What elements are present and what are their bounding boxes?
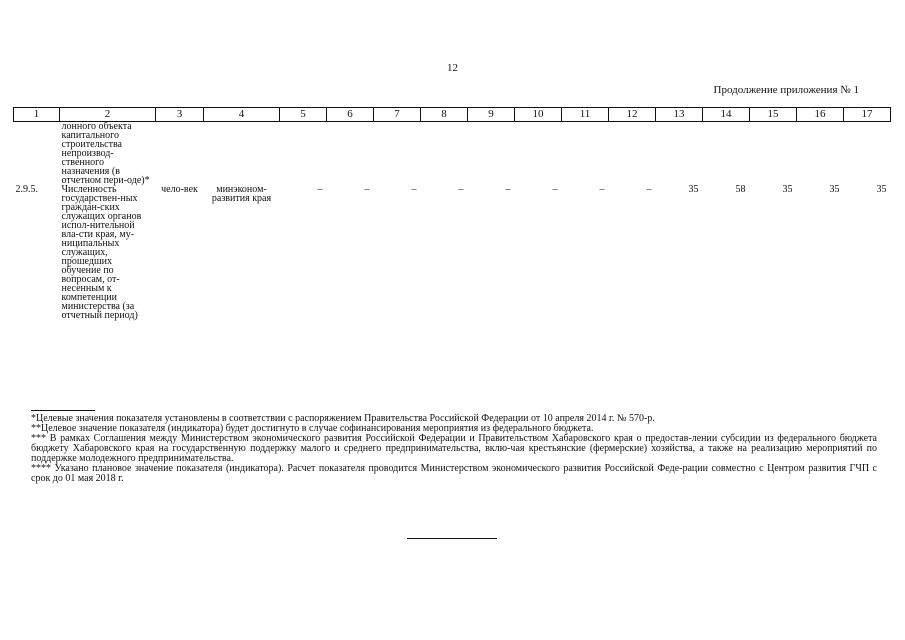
page-number: 12: [447, 62, 458, 74]
value-cell: –: [458, 184, 464, 195]
table-header-row: [14, 108, 891, 122]
column-number-header: 11: [562, 108, 609, 122]
value-cell: –: [599, 184, 605, 195]
table-row: [14, 185, 891, 320]
row-number-cell: 2.9.5.: [15, 184, 38, 195]
column-number-header: 12: [609, 108, 656, 122]
column-number-header: 2: [60, 108, 156, 122]
value-cell: –: [552, 184, 558, 195]
value-cell: –: [411, 184, 417, 195]
column-number-header: 16: [797, 108, 844, 122]
column-number-header: 3: [156, 108, 204, 122]
unit-cell: чело-век: [161, 184, 198, 195]
column-number-header: 1: [14, 108, 60, 122]
footnote: **Целевое значение показателя (индикатора) будет достигнуто в случае софинансирования мероприятия из федерального бюджета.: [31, 423, 594, 434]
value-cell: [797, 122, 844, 186]
responsible-cell: [204, 122, 280, 186]
column-number-header: 13: [656, 108, 703, 122]
value-cell: [468, 122, 515, 186]
value-cell: [421, 122, 468, 186]
indicators-table: [13, 107, 891, 320]
value-cell: 35: [829, 184, 840, 195]
value-cell: [750, 122, 797, 186]
column-number-header: 17: [844, 108, 891, 122]
footnote: *Целевые значения показателя установлены в соответствии с распоряжением Правительства Российской Федерации от 10 апреля 2014 г. № 570-р.: [31, 413, 655, 424]
column-number-header: 14: [703, 108, 750, 122]
column-number-header: 10: [515, 108, 562, 122]
table-row: [14, 122, 891, 186]
value-cell: –: [364, 184, 370, 195]
indicator-name-cell: Численность государствен-ных граждан-ских служащих органов испол-нительной вла-сти края, му-ниципальных служащих, прошедших обучение по вопросам, от-несенным к компетенции министерства (за отчетный период): [61, 184, 142, 321]
value-cell: [515, 122, 562, 186]
value-cell: 58: [735, 184, 746, 195]
value-cell: 35: [876, 184, 887, 195]
end-separator: [407, 538, 497, 539]
column-number-header: 15: [750, 108, 797, 122]
column-number-header: 8: [421, 108, 468, 122]
value-cell: –: [646, 184, 652, 195]
value-cell: [374, 122, 421, 186]
indicator-name-cell: лонного объекта капитального строительства непроизвод-ственного назначения (в отчетном пери-оде)*: [61, 121, 150, 186]
continuation-title: Продолжение приложения № 1: [713, 84, 859, 96]
value-cell: [609, 122, 656, 186]
value-cell: 35: [782, 184, 793, 195]
column-number-header: 9: [468, 108, 515, 122]
unit-cell: [156, 122, 204, 186]
value-cell: [844, 122, 891, 186]
value-cell: –: [505, 184, 511, 195]
column-number-header: 7: [374, 108, 421, 122]
value-cell: [280, 122, 327, 186]
footnote: **** Указано плановое значение показателя (индикатора). Расчет показателя проводится Министерством экономического развития Российской Феде-рации совместно с Центром развития ГЧП с срок до 01 мая 2018 г.: [31, 463, 877, 484]
value-cell: –: [317, 184, 323, 195]
value-cell: [562, 122, 609, 186]
value-cell: [327, 122, 374, 186]
row-number-cell: [14, 122, 60, 186]
value-cell: 35: [688, 184, 699, 195]
value-cell: [656, 122, 703, 186]
footnotes: [31, 410, 877, 484]
column-number-header: 6: [327, 108, 374, 122]
responsible-cell: минэконом-развития края: [211, 184, 272, 204]
footnote-separator: [31, 410, 95, 411]
column-number-header: 4: [204, 108, 280, 122]
footnote: *** В рамках Соглашения между Министерством экономического развития Российской Федерации и Правительством Хабаровского края о предостав-лении субсидии из федерального бюджета бюджету Хабаровского края на государственную поддержку малого и среднего предпринимательства, вклю-чая крестьянские (фермерские) хозяйства, а также на реализацию мероприятий по поддержке молодежного предпринимательства.: [31, 433, 877, 464]
column-number-header: 5: [280, 108, 327, 122]
value-cell: [703, 122, 750, 186]
